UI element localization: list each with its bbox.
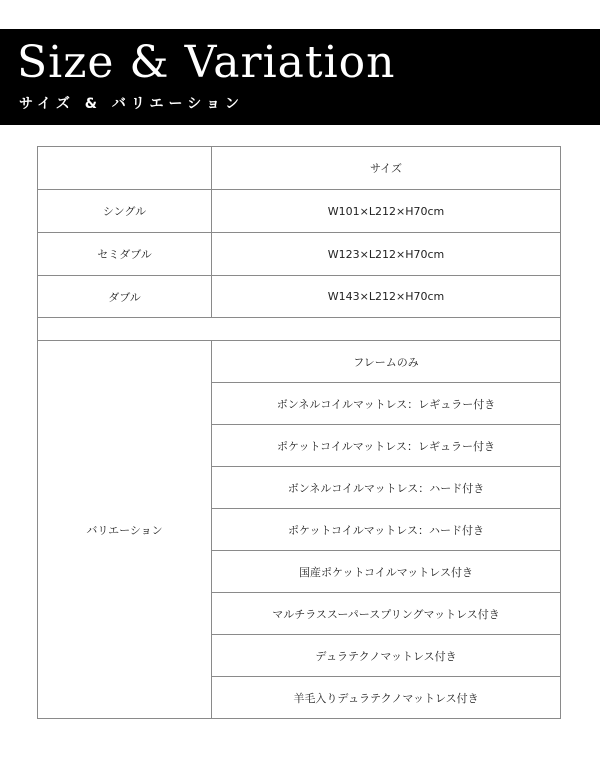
variation-item: ボンネルコイルマットレス：ハード付き [212,467,561,509]
variation-item: ボンネルコイルマットレス：レギュラー付き [212,383,561,425]
size-column-header: サイズ [212,147,561,190]
variation-item: 羊毛入りデュラテクノマットレス付き [212,677,561,719]
variation-item: ポケットコイルマットレス：ハード付き [212,509,561,551]
size-label: ダブル [38,276,212,318]
size-value: W143×L212×H70cm [212,276,561,318]
spec-table [37,146,561,719]
variation-row [38,341,561,383]
size-row-semi-double [38,233,561,276]
size-value: W101×L212×H70cm [212,190,561,233]
header-empty-cell [38,147,212,190]
size-header-row [38,147,561,190]
variation-item: フレームのみ [212,341,561,383]
spacer-cell [38,318,561,341]
variation-item: 国産ポケットコイルマットレス付き [212,551,561,593]
variation-item: マルチラススーパースプリングマットレス付き [212,593,561,635]
variation-item: ポケットコイルマットレス：レギュラー付き [212,425,561,467]
variation-label: バリエーション [38,341,212,719]
header-banner [0,29,600,125]
size-row-single [38,190,561,233]
page-title: Size & Variation [17,37,396,88]
spacer-row [38,318,561,341]
variation-item: デュラテクノマットレス付き [212,635,561,677]
size-row-double [38,276,561,318]
size-value: W123×L212×H70cm [212,233,561,276]
size-label: シングル [38,190,212,233]
size-label: セミダブル [38,233,212,276]
page-subtitle: サイズ & バリエーション [19,96,244,112]
